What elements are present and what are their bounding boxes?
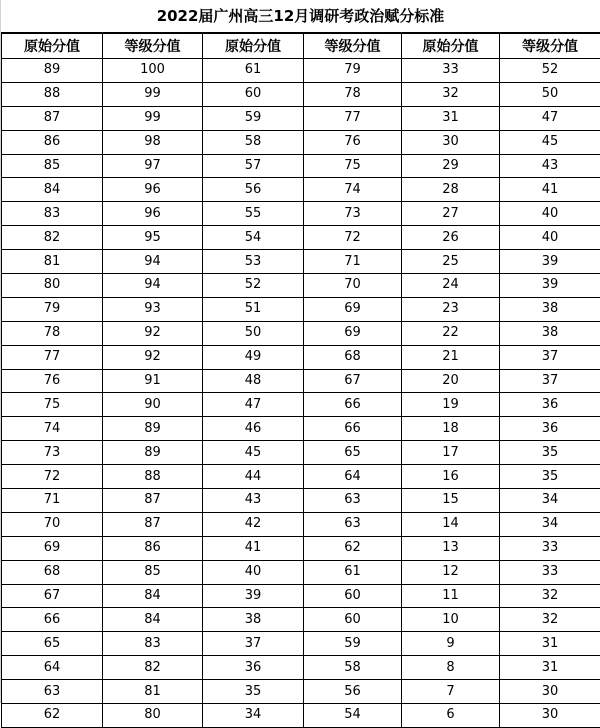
table-row — [2, 704, 600, 728]
table-row — [2, 106, 600, 130]
grade-score-cell: 73 — [304, 202, 402, 226]
raw-score-cell: 62 — [2, 704, 103, 728]
raw-score-cell: 81 — [2, 250, 103, 274]
grade-score-cell: 66 — [304, 393, 402, 417]
grade-score-cell: 33 — [500, 560, 600, 584]
grade-score-cell: 30 — [500, 704, 600, 728]
grade-score-cell: 35 — [500, 441, 600, 465]
table-row — [2, 465, 600, 489]
table-row — [2, 489, 600, 513]
raw-score-cell: 30 — [402, 130, 500, 154]
raw-score-cell: 6 — [402, 704, 500, 728]
table-body — [2, 59, 600, 728]
table-row — [2, 82, 600, 106]
grade-score-cell: 36 — [500, 417, 600, 441]
grade-score-cell: 63 — [304, 489, 402, 513]
grade-score-cell: 79 — [304, 59, 402, 83]
raw-score-cell: 66 — [2, 608, 103, 632]
table-title: 2022届广州高三12月调研考政治赋分标准 — [1, 0, 600, 33]
grade-score-cell: 54 — [304, 704, 402, 728]
raw-score-cell: 80 — [2, 274, 103, 298]
raw-score-cell: 20 — [402, 369, 500, 393]
grade-score-cell: 65 — [304, 441, 402, 465]
grade-score-cell: 50 — [500, 82, 600, 106]
grade-score-cell: 36 — [500, 393, 600, 417]
raw-score-cell: 36 — [203, 656, 304, 680]
table-row — [2, 441, 600, 465]
raw-score-cell: 53 — [203, 250, 304, 274]
raw-score-cell: 25 — [402, 250, 500, 274]
grade-score-cell: 56 — [304, 680, 402, 704]
grade-score-cell: 71 — [304, 250, 402, 274]
grade-score-cell: 45 — [500, 130, 600, 154]
raw-score-cell: 9 — [402, 632, 500, 656]
grade-score-cell: 80 — [103, 704, 203, 728]
header-grade-score-1: 等级分值 — [103, 34, 203, 59]
grade-score-cell: 72 — [304, 226, 402, 250]
grade-score-cell: 93 — [103, 297, 203, 321]
grade-score-cell: 39 — [500, 250, 600, 274]
raw-score-cell: 32 — [402, 82, 500, 106]
header-grade-score-2: 等级分值 — [304, 34, 402, 59]
raw-score-cell: 83 — [2, 202, 103, 226]
raw-score-cell: 56 — [203, 178, 304, 202]
raw-score-cell: 72 — [2, 465, 103, 489]
grade-score-cell: 94 — [103, 250, 203, 274]
grade-score-cell: 99 — [103, 106, 203, 130]
raw-score-cell: 55 — [203, 202, 304, 226]
raw-score-cell: 51 — [203, 297, 304, 321]
table-row — [2, 154, 600, 178]
grade-score-cell: 84 — [103, 608, 203, 632]
grade-score-cell: 58 — [304, 656, 402, 680]
grade-score-cell: 32 — [500, 584, 600, 608]
raw-score-cell: 21 — [402, 345, 500, 369]
grade-score-cell: 96 — [103, 178, 203, 202]
grade-score-cell: 37 — [500, 369, 600, 393]
grade-score-cell: 33 — [500, 536, 600, 560]
grade-score-cell: 97 — [103, 154, 203, 178]
table-row — [2, 297, 600, 321]
grade-score-cell: 41 — [500, 178, 600, 202]
raw-score-cell: 75 — [2, 393, 103, 417]
grade-score-cell: 63 — [304, 512, 402, 536]
grade-score-cell: 77 — [304, 106, 402, 130]
raw-score-cell: 14 — [402, 512, 500, 536]
grade-score-cell: 83 — [103, 632, 203, 656]
raw-score-cell: 45 — [203, 441, 304, 465]
raw-score-cell: 31 — [402, 106, 500, 130]
grade-score-cell: 47 — [500, 106, 600, 130]
table-row — [2, 226, 600, 250]
raw-score-cell: 22 — [402, 321, 500, 345]
grade-score-cell: 31 — [500, 632, 600, 656]
grade-score-cell: 52 — [500, 59, 600, 83]
raw-score-cell: 50 — [203, 321, 304, 345]
raw-score-cell: 58 — [203, 130, 304, 154]
raw-score-cell: 73 — [2, 441, 103, 465]
table-row — [2, 417, 600, 441]
raw-score-cell: 48 — [203, 369, 304, 393]
raw-score-cell: 60 — [203, 82, 304, 106]
table-row — [2, 584, 600, 608]
raw-score-cell: 38 — [203, 608, 304, 632]
raw-score-cell: 34 — [203, 704, 304, 728]
table-row — [2, 536, 600, 560]
table-row — [2, 130, 600, 154]
raw-score-cell: 16 — [402, 465, 500, 489]
grade-score-cell: 64 — [304, 465, 402, 489]
grade-score-cell: 92 — [103, 345, 203, 369]
raw-score-cell: 24 — [402, 274, 500, 298]
grade-score-cell: 75 — [304, 154, 402, 178]
raw-score-cell: 27 — [402, 202, 500, 226]
table-row — [2, 321, 600, 345]
raw-score-cell: 11 — [402, 584, 500, 608]
grade-score-cell: 69 — [304, 321, 402, 345]
grade-score-cell: 89 — [103, 441, 203, 465]
grade-score-cell: 30 — [500, 680, 600, 704]
raw-score-cell: 40 — [203, 560, 304, 584]
raw-score-cell: 52 — [203, 274, 304, 298]
score-conversion-table — [1, 33, 600, 728]
table-row — [2, 202, 600, 226]
raw-score-cell: 79 — [2, 297, 103, 321]
raw-score-cell: 26 — [402, 226, 500, 250]
grade-score-cell: 87 — [103, 512, 203, 536]
grade-score-cell: 34 — [500, 512, 600, 536]
raw-score-cell: 68 — [2, 560, 103, 584]
table-row — [2, 512, 600, 536]
raw-score-cell: 69 — [2, 536, 103, 560]
grade-score-cell: 61 — [304, 560, 402, 584]
raw-score-cell: 87 — [2, 106, 103, 130]
grade-score-cell: 67 — [304, 369, 402, 393]
raw-score-cell: 67 — [2, 584, 103, 608]
raw-score-cell: 82 — [2, 226, 103, 250]
grade-score-cell: 69 — [304, 297, 402, 321]
raw-score-cell: 15 — [402, 489, 500, 513]
raw-score-cell: 65 — [2, 632, 103, 656]
raw-score-cell: 63 — [2, 680, 103, 704]
raw-score-cell: 35 — [203, 680, 304, 704]
grade-score-cell: 38 — [500, 297, 600, 321]
raw-score-cell: 12 — [402, 560, 500, 584]
table-row — [2, 680, 600, 704]
grade-score-cell: 37 — [500, 345, 600, 369]
raw-score-cell: 54 — [203, 226, 304, 250]
grade-score-cell: 88 — [103, 465, 203, 489]
grade-score-cell: 92 — [103, 321, 203, 345]
raw-score-cell: 71 — [2, 489, 103, 513]
raw-score-cell: 23 — [402, 297, 500, 321]
raw-score-cell: 46 — [203, 417, 304, 441]
grade-score-cell: 31 — [500, 656, 600, 680]
grade-score-cell: 78 — [304, 82, 402, 106]
raw-score-cell: 74 — [2, 417, 103, 441]
grade-score-cell: 40 — [500, 226, 600, 250]
table-row — [2, 393, 600, 417]
grade-score-cell: 62 — [304, 536, 402, 560]
grade-score-cell: 90 — [103, 393, 203, 417]
grade-score-cell: 85 — [103, 560, 203, 584]
grade-score-cell: 86 — [103, 536, 203, 560]
raw-score-cell: 37 — [203, 632, 304, 656]
table-row — [2, 250, 600, 274]
raw-score-cell: 41 — [203, 536, 304, 560]
grade-score-cell: 87 — [103, 489, 203, 513]
grade-score-cell: 68 — [304, 345, 402, 369]
raw-score-cell: 18 — [402, 417, 500, 441]
raw-score-cell: 89 — [2, 59, 103, 83]
raw-score-cell: 17 — [402, 441, 500, 465]
raw-score-cell: 44 — [203, 465, 304, 489]
grade-score-cell: 98 — [103, 130, 203, 154]
table-row — [2, 632, 600, 656]
raw-score-cell: 13 — [402, 536, 500, 560]
grade-score-cell: 84 — [103, 584, 203, 608]
grade-score-cell: 40 — [500, 202, 600, 226]
grade-score-cell: 89 — [103, 417, 203, 441]
raw-score-cell: 70 — [2, 512, 103, 536]
grade-score-cell: 94 — [103, 274, 203, 298]
raw-score-cell: 39 — [203, 584, 304, 608]
raw-score-cell: 88 — [2, 82, 103, 106]
raw-score-cell: 78 — [2, 321, 103, 345]
grade-score-cell: 70 — [304, 274, 402, 298]
grade-score-cell: 76 — [304, 130, 402, 154]
grade-score-cell: 32 — [500, 608, 600, 632]
raw-score-cell: 86 — [2, 130, 103, 154]
grade-score-cell: 99 — [103, 82, 203, 106]
grade-score-cell: 91 — [103, 369, 203, 393]
grade-score-cell: 38 — [500, 321, 600, 345]
raw-score-cell: 33 — [402, 59, 500, 83]
grade-score-cell: 34 — [500, 489, 600, 513]
header-raw-score-3: 原始分值 — [402, 34, 500, 59]
raw-score-cell: 49 — [203, 345, 304, 369]
raw-score-cell: 10 — [402, 608, 500, 632]
raw-score-cell: 57 — [203, 154, 304, 178]
raw-score-cell: 19 — [402, 393, 500, 417]
raw-score-cell: 59 — [203, 106, 304, 130]
grade-score-cell: 66 — [304, 417, 402, 441]
raw-score-cell: 84 — [2, 178, 103, 202]
raw-score-cell: 47 — [203, 393, 304, 417]
raw-score-cell: 64 — [2, 656, 103, 680]
raw-score-cell: 76 — [2, 369, 103, 393]
table-row — [2, 560, 600, 584]
table-row — [2, 656, 600, 680]
header-raw-score-1: 原始分值 — [2, 34, 103, 59]
raw-score-cell: 29 — [402, 154, 500, 178]
grade-score-cell: 100 — [103, 59, 203, 83]
raw-score-cell: 43 — [203, 489, 304, 513]
table-row — [2, 369, 600, 393]
grade-score-cell: 35 — [500, 465, 600, 489]
table-row — [2, 608, 600, 632]
header-row — [2, 34, 600, 59]
table-row — [2, 178, 600, 202]
grade-score-cell: 60 — [304, 608, 402, 632]
grade-score-cell: 82 — [103, 656, 203, 680]
header-grade-score-3: 等级分值 — [500, 34, 600, 59]
table-row — [2, 59, 600, 83]
grade-score-cell: 39 — [500, 274, 600, 298]
grade-score-cell: 95 — [103, 226, 203, 250]
raw-score-cell: 77 — [2, 345, 103, 369]
raw-score-cell: 85 — [2, 154, 103, 178]
raw-score-cell: 8 — [402, 656, 500, 680]
raw-score-cell: 28 — [402, 178, 500, 202]
raw-score-cell: 42 — [203, 512, 304, 536]
grade-score-cell: 43 — [500, 154, 600, 178]
table-row — [2, 274, 600, 298]
grade-score-cell: 96 — [103, 202, 203, 226]
grade-score-cell: 59 — [304, 632, 402, 656]
grade-score-cell: 60 — [304, 584, 402, 608]
grade-score-cell: 81 — [103, 680, 203, 704]
raw-score-cell: 7 — [402, 680, 500, 704]
table-row — [2, 345, 600, 369]
grade-score-cell: 74 — [304, 178, 402, 202]
raw-score-cell: 61 — [203, 59, 304, 83]
header-raw-score-2: 原始分值 — [203, 34, 304, 59]
